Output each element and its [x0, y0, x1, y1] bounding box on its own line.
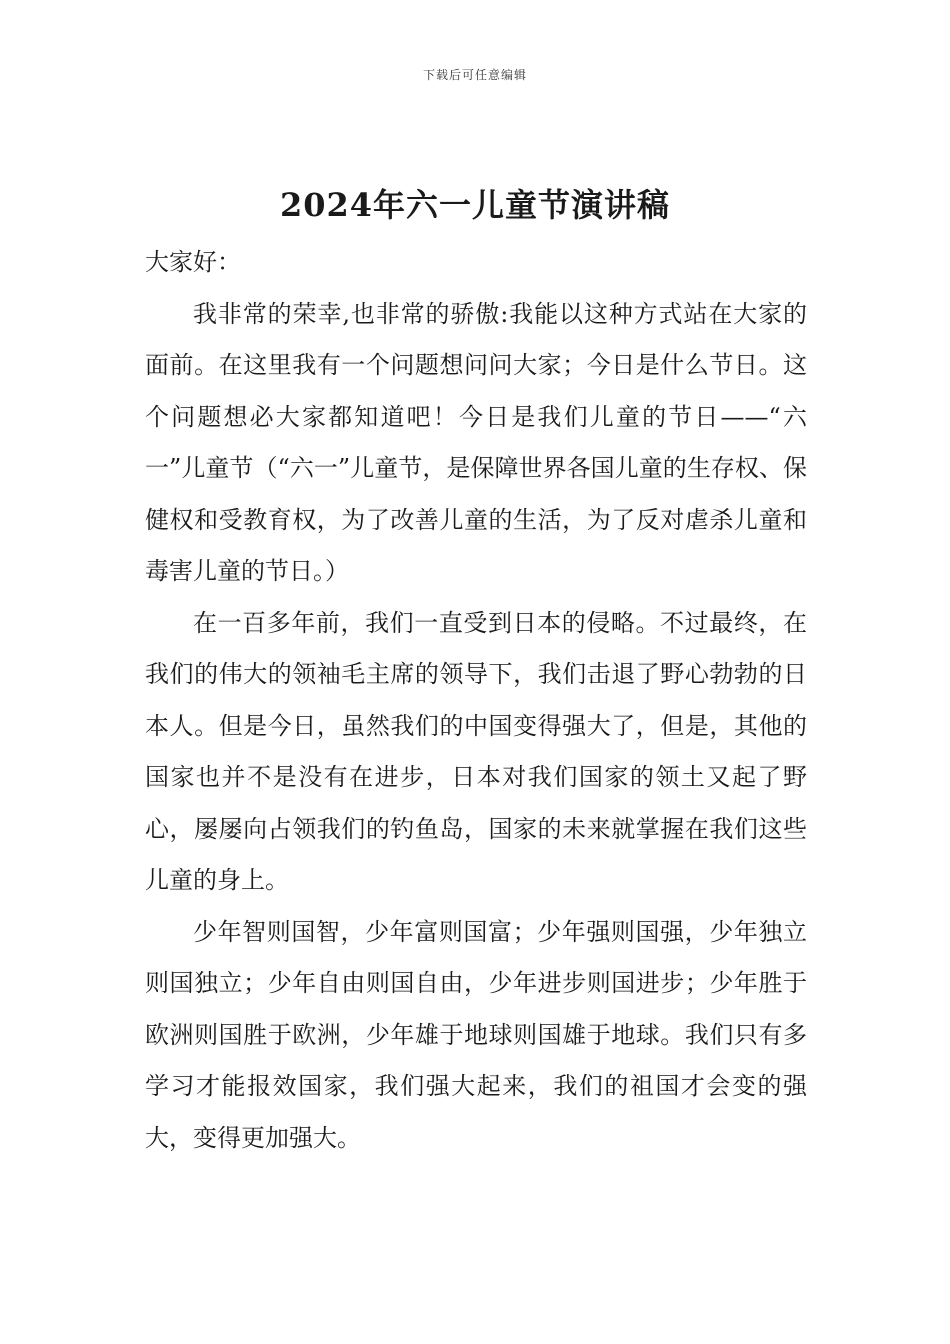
header-note: 下载后可任意编辑	[422, 68, 527, 82]
paragraph: 在一百多年前，我们一直受到日本的侵略。不过最终，在我们的伟大的领袖毛主席的领导下，我们击退了野心勃勃的日本人。但是今日，虽然我们的中国变得强大了，但是，其他的国家也并不是没有在进步，日本对我们国家的领土又起了野心，屡屡向占领我们的钓鱼岛，国家的未来就掌握在我们这些儿童的身上。	[145, 608, 807, 894]
document-title: 2024年六一儿童节演讲稿	[279, 186, 671, 224]
paragraph: 我非常的荣幸,也非常的骄傲:我能以这种方式站在大家的面前。在这里我有一个问题想问问大家；今日是什么节日。这个问题想必大家都知道吧！今日是我们儿童的节日——“六一”儿童节（“六一”儿童节，是保障世界各国儿童的生存权、保健权和受教育权，为了改善儿童的生活，为了反对虐杀儿童和毒害儿童的节日。）	[145, 299, 807, 585]
paragraph: 少年智则国智，少年富则国富；少年强则国强，少年独立则国独立；少年自由则国自由，少年进步则国进步；少年胜于欧洲则国胜于欧洲，少年雄于地球则国雄于地球。我们只有多学习才能报效国家，我们强大起来，我们的祖国才会变的强大，变得更加强大。	[145, 917, 807, 1152]
document-body	[145, 237, 807, 1164]
greeting: 大家好：	[145, 248, 241, 276]
